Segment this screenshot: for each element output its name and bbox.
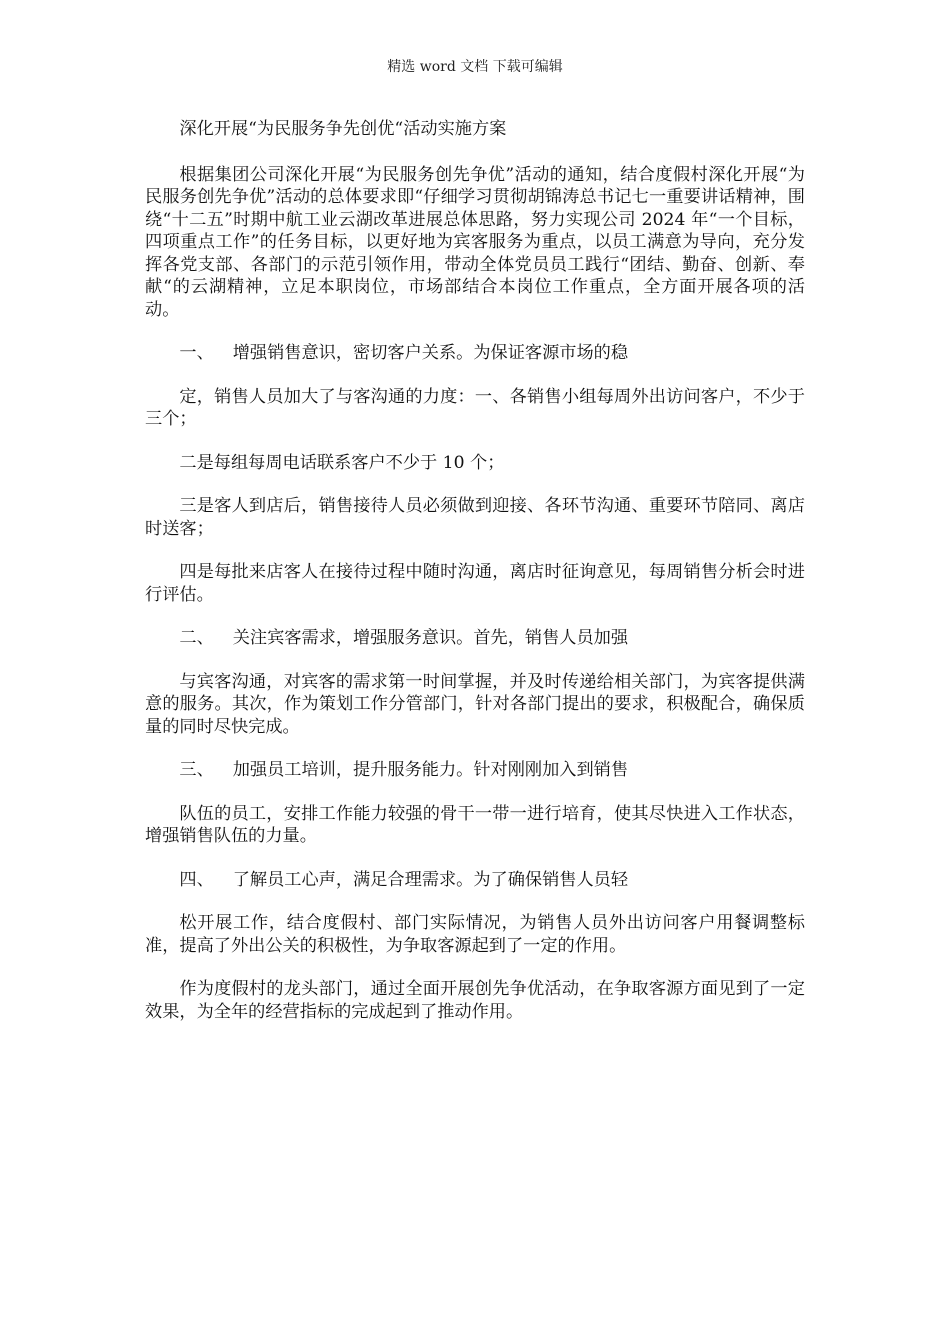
section-1-body: 定，销售人员加大了与客沟通的力度：一、各销售小组每周外出访问客户，不少于三个； [145,386,805,429]
section-2-body: 与宾客沟通，对宾客的需求第一时间掌握，并及时传递给相关部门，为宾客提供满意的服务。其次，作为策划工作分管部门，针对各部门提出的要求，积极配合，确保质量的同时尽快完成。 [145,671,805,737]
section-1-point-3: 三是客人到店后，销售接待人员必须做到迎接、各环节沟通、重要环节陪同、离店时送客； [145,496,805,539]
document-body [145,118,805,1044]
section-2-number: 二、 [179,628,214,648]
section-2-heading-text: 关注宾客需求，增强服务意识。首先，销售人员加强 [232,628,629,648]
section-4-number: 四、 [179,869,214,890]
section-2-heading [145,627,805,650]
intro-paragraph: 根据集团公司深化开展“为民服务创先争优”活动的通知，结合度假村深化开展“为民服务创先争优”活动的总体要求即“仔细学习贯彻胡锦涛总书记七一重要讲话精神，围绕“十二五”时期中航工业云湖改革进展总体思路，努力实现公司 2024 年“一个目标，四项重点工作”的任务目标，以更好地为宾客服务为重点，以员工满意为导向，充分发挥各党支部、各部门的示范引领作用，带动全体党员员工践行“团结、勤奋、创新、奉献“的云湖精神，立足本职岗位，市场部结合本岗位工作重点，全方面开展各项的活动。 [145,164,805,320]
conclusion-paragraph: 作为度假村的龙头部门，通过全面开展创先争优活动，在争取客源方面见到了一定效果，为全年的经营指标的完成起到了推动作用。 [145,979,805,1022]
document-title: 深化开展“为民服务争先创优“活动实施方案 [179,119,507,139]
section-3-heading [145,759,805,782]
section-1-number: 一、 [179,343,214,363]
section-1-heading-text: 增强销售意识，密切客户关系。为保证客源市场的稳 [232,343,629,363]
section-4-body: 松开展工作，结合度假村、部门实际情况，为销售人员外出访问客户用餐调整标准，提高了外出公关的积极性，为争取客源起到了一定的作用。 [145,913,805,956]
section-3-body: 队伍的员工，安排工作能力较强的骨干一带一进行培育，使其尽快进入工作状态，增强销售队伍的力量。 [145,803,805,846]
section-1-heading [145,342,805,365]
section-3-number: 三、 [179,760,214,780]
section-4-heading [145,869,805,892]
section-1-point-2: 二是每组每周电话联系客户不少于 10 个； [179,452,505,473]
section-3-heading-text: 加强员工培训，提升服务能力。针对刚刚加入到销售 [232,760,629,780]
page-header: 精选 word 文档 下载可编辑 [387,59,563,75]
section-4-heading-text: 了解员工心声，满足合理需求。为了确保销售人员轻 [232,869,629,890]
section-1-point-4: 四是每批来店客人在接待过程中随时沟通，离店时征询意见，每周销售分析会时进行评估。 [145,562,805,605]
